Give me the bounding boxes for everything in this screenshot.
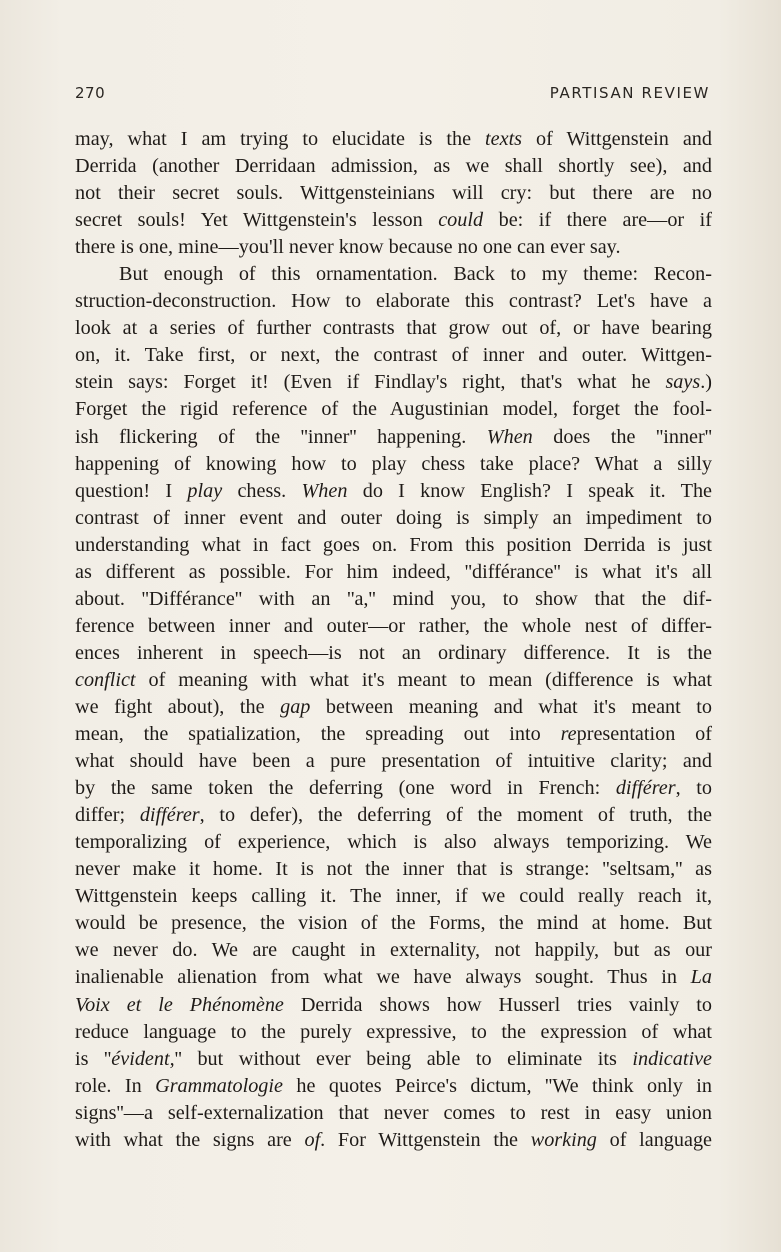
text-run: be: if there are—or if xyxy=(483,209,712,232)
text-run: never make it home. It is not the inner that is strange: ''seltsam,'' as xyxy=(75,858,712,881)
text-run: differ; xyxy=(75,804,140,827)
text-line xyxy=(75,559,712,586)
text-line xyxy=(75,478,712,505)
text-line xyxy=(75,261,712,288)
text-run: of language xyxy=(596,1128,712,1151)
text-run: mean, the spatialization, the spreading out into xyxy=(75,723,561,746)
text-run: question! I xyxy=(75,479,188,502)
text-line xyxy=(75,1100,712,1127)
text-line xyxy=(75,1046,712,1073)
text-line xyxy=(75,721,712,748)
text-run: he quotes Peirce's dictum, ''We think only in xyxy=(282,1074,713,1097)
text-run: about. ''Différance'' with an ''a,'' mind you, to show that the dif- xyxy=(75,587,712,610)
italic-text: Grammatologie xyxy=(155,1074,283,1097)
text-line xyxy=(75,937,712,964)
text-run: ences inherent in speech—is not an ordinary difference. It is the xyxy=(75,641,712,664)
text-line xyxy=(75,180,712,207)
text-run: understanding what in fact goes on. From this position Derrida is just xyxy=(75,533,712,556)
text-run: , to xyxy=(675,777,712,800)
text-line xyxy=(75,992,712,1019)
text-run: role. In xyxy=(75,1074,156,1097)
text-line xyxy=(75,234,712,261)
italic-text: La xyxy=(690,966,712,989)
text-run: would be presence, the vision of the Forms, the mind at home. But xyxy=(75,912,712,935)
text-run: inalienable alienation from what we have always sought. Thus in xyxy=(75,966,691,989)
text-line xyxy=(75,802,712,829)
text-line xyxy=(75,1019,712,1046)
text-line xyxy=(75,1127,712,1154)
italic-text: différer xyxy=(139,804,200,827)
text-line xyxy=(75,829,712,856)
text-run: between meaning and what it's meant to xyxy=(310,695,712,718)
text-run: struction-deconstruction. How to elaborate this contrast? Let's have a xyxy=(75,290,712,313)
text-run: not their secret souls. Wittgensteinians will cry: but there are no xyxy=(75,182,712,205)
text-line xyxy=(75,640,712,667)
text-line xyxy=(75,694,712,721)
text-line xyxy=(75,505,712,532)
text-run: Derrida (another Derridaan admission, as we shall shortly see), and xyxy=(75,155,712,178)
italic-text: indicative xyxy=(632,1047,712,1070)
text-run: of meaning with what it's meant to mean (difference is what xyxy=(135,668,712,691)
text-run: does the ''inner'' xyxy=(532,425,712,448)
italic-text: When xyxy=(486,425,533,448)
text-run: look at a series of further contrasts that grow out of, or have bearing xyxy=(75,317,712,340)
text-line xyxy=(75,396,712,423)
text-line xyxy=(75,748,712,775)
text-run: happening of knowing how to play chess take place? What a silly xyxy=(75,452,712,475)
text-run: there is one, mine—you'll never know because no one can ever say. xyxy=(75,236,621,259)
text-run: stein says: Forget it! (Even if Findlay's right, that's what he xyxy=(75,371,666,394)
text-run: do I know English? I speak it. The xyxy=(347,479,712,502)
italic-text: could xyxy=(438,209,484,232)
italic-text: working xyxy=(530,1128,597,1151)
text-run: presentation of xyxy=(576,723,712,746)
text-run: may, what I am trying to elucidate is the xyxy=(75,128,486,150)
text-run: Derrida shows how Husserl tries vainly to xyxy=(283,993,712,1016)
text-run: ference between inner and outer—or rather, the whole nest of differ- xyxy=(75,614,712,637)
italic-text: play xyxy=(187,479,223,502)
text-run: chess. xyxy=(222,479,302,502)
text-run: '' but without ever being able to eliminate its xyxy=(174,1047,633,1070)
text-run: reduce language to the purely expressive, to the expression of what xyxy=(75,1020,712,1043)
italic-text: texts xyxy=(485,128,523,150)
text-run: on, it. Take first, or next, the contrast of inner and outer. Wittgen- xyxy=(75,344,712,367)
text-line xyxy=(75,910,712,937)
text-line xyxy=(75,369,712,396)
italic-text: When xyxy=(301,479,348,502)
text-run: of Wittgenstein and xyxy=(522,128,712,150)
text-run: , to defer), the deferring of the moment of truth, the xyxy=(199,804,712,827)
body-text xyxy=(75,126,712,1154)
text-run: Forget the rigid reference of the Augustinian model, forget the fool- xyxy=(75,398,712,421)
italic-text: Voix et le Phénomène xyxy=(75,993,284,1016)
italic-text: évident, xyxy=(111,1047,175,1070)
italic-text: différer xyxy=(615,777,676,800)
text-run: contrast of inner event and outer doing is simply an impediment to xyxy=(75,506,712,529)
running-head xyxy=(75,84,710,108)
text-line xyxy=(75,126,712,153)
text-run: we never do. We are caught in externality, not happily, but as our xyxy=(75,939,712,962)
journal-title: PARTISAN REVIEW xyxy=(549,84,710,102)
italic-text: conflict xyxy=(75,668,136,691)
text-run: as different as possible. For him indeed, ''différance'' is what it's all xyxy=(75,560,712,583)
text-line xyxy=(75,964,712,991)
text-line xyxy=(75,315,712,342)
text-run: is '' xyxy=(75,1047,112,1070)
text-run: temporalizing of experience, which is also always temporizing. We xyxy=(75,831,712,854)
text-run: by the same token the deferring (one word in French: xyxy=(75,777,616,800)
text-run: But enough of this ornamentation. Back to my theme: Recon- xyxy=(119,263,712,286)
italic-text: says xyxy=(665,371,701,394)
text-line xyxy=(75,288,712,315)
text-run: we fight about), the xyxy=(75,695,281,718)
text-line xyxy=(75,586,712,613)
text-line xyxy=(75,775,712,802)
text-run: with what the signs are xyxy=(75,1128,305,1151)
text-run: secret souls! Yet Wittgenstein's lesson xyxy=(75,209,439,232)
text-line xyxy=(75,856,712,883)
text-line xyxy=(75,424,712,451)
italic-text: gap xyxy=(280,695,311,718)
text-run: .) xyxy=(700,371,712,394)
text-run: signs''—a self-externalization that never comes to rest in easy union xyxy=(75,1101,712,1124)
text-run: ish flickering of the ''inner'' happening. xyxy=(75,425,487,448)
text-line xyxy=(75,451,712,478)
text-line xyxy=(75,613,712,640)
text-line xyxy=(75,667,712,694)
italic-text: of xyxy=(304,1128,321,1151)
text-line xyxy=(75,342,712,369)
italic-text: re xyxy=(560,723,577,746)
text-run: . For Wittgenstein the xyxy=(320,1128,531,1151)
page-number: 270 xyxy=(75,84,106,102)
text-run: Wittgenstein keeps calling it. The inner, if we could really reach it, xyxy=(75,885,712,908)
text-line xyxy=(75,207,712,234)
text-line xyxy=(75,532,712,559)
text-run: what should have been a pure presentation of intuitive clarity; and xyxy=(75,750,712,773)
text-line xyxy=(75,1073,712,1100)
text-line xyxy=(75,153,712,180)
text-line xyxy=(75,883,712,910)
